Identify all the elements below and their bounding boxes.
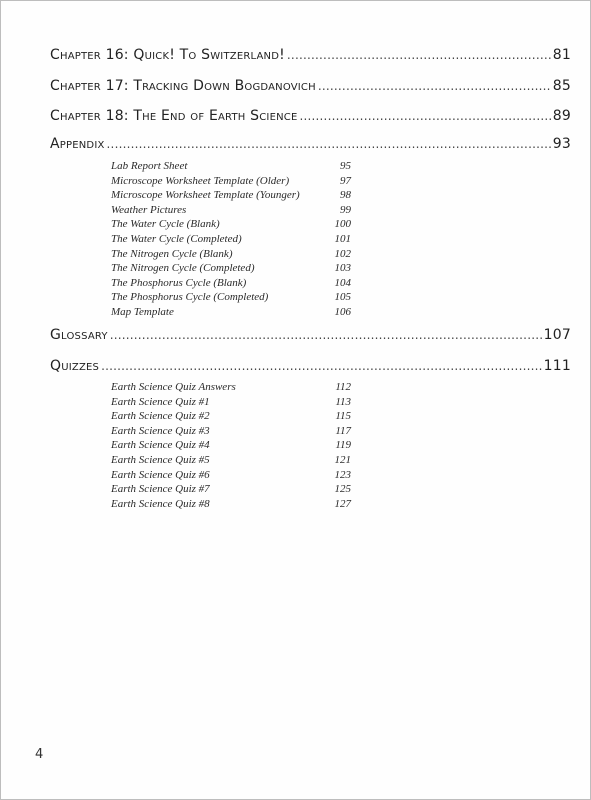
list-item (111, 453, 351, 468)
page-number: 4 (35, 747, 44, 762)
item-label: Map Template (111, 305, 174, 318)
item-label: Earth Science Quiz #7 (111, 483, 210, 496)
item-page: 112 (335, 381, 351, 393)
dot-leader (318, 79, 551, 93)
dot-leader (299, 109, 550, 123)
list-item (111, 276, 351, 291)
item-page: 104 (334, 276, 351, 289)
item-page: 103 (334, 262, 351, 275)
list-item (111, 290, 351, 305)
appendix-list (111, 159, 351, 320)
item-label: Earth Science Quiz #4 (111, 439, 210, 452)
item-page: 101 (334, 232, 351, 245)
toc-entry-appendix (50, 136, 571, 152)
dot-leader (107, 137, 551, 151)
item-label: The Phosphorus Cycle (Blank) (111, 276, 247, 289)
item-label: Earth Science Quiz Answers (111, 381, 236, 393)
toc-page-number: 89 (552, 108, 571, 124)
quiz-list (111, 380, 351, 511)
list-item (111, 497, 351, 512)
list-item (111, 232, 351, 247)
toc-title: Quizzes (50, 358, 100, 374)
dot-leader (101, 359, 542, 373)
item-page: 106 (334, 305, 351, 318)
item-page: 125 (334, 483, 351, 496)
item-label: Earth Science Quiz #2 (111, 410, 210, 423)
item-page: 99 (340, 203, 351, 216)
item-label: Earth Science Quiz #8 (111, 497, 210, 510)
toc-page-number: 81 (552, 47, 571, 63)
toc-entry-glossary (50, 327, 571, 343)
item-label: The Nitrogen Cycle (Completed) (111, 262, 255, 275)
list-item (111, 380, 351, 395)
list-item (111, 261, 351, 276)
list-item (111, 438, 351, 453)
toc-entry-chapter-17 (50, 78, 571, 94)
item-label: Lab Report Sheet (111, 160, 188, 172)
item-page: 123 (334, 468, 351, 481)
item-label: Earth Science Quiz #5 (111, 453, 210, 466)
item-page: 95 (340, 160, 351, 172)
list-item (111, 188, 351, 203)
item-label: The Nitrogen Cycle (Blank) (111, 247, 233, 260)
item-page: 121 (334, 453, 351, 466)
toc-title: Appendix (50, 136, 105, 152)
toc-page-number: 85 (552, 78, 571, 94)
list-item (111, 159, 351, 174)
list-item (111, 409, 351, 424)
item-page: 98 (340, 189, 351, 202)
item-label: Earth Science Quiz #6 (111, 468, 210, 481)
toc-entry-quizzes (50, 358, 571, 374)
item-label: Earth Science Quiz #3 (111, 424, 210, 437)
list-item (111, 424, 351, 439)
item-page: 117 (335, 424, 351, 437)
list-item (111, 395, 351, 410)
list-item (111, 247, 351, 262)
dot-leader (110, 328, 542, 342)
item-page: 119 (335, 439, 351, 452)
dot-leader (287, 48, 551, 62)
item-page: 100 (334, 218, 351, 231)
toc-title: Chapter 18: The End of Earth Science (50, 108, 298, 124)
list-item (111, 305, 351, 320)
item-label: The Water Cycle (Completed) (111, 232, 242, 245)
list-item (111, 482, 351, 497)
toc-page-number: 93 (552, 136, 571, 152)
list-item (111, 468, 351, 483)
item-label: Earth Science Quiz #1 (111, 395, 210, 408)
item-label: Microscope Worksheet Template (Younger) (111, 189, 300, 202)
toc-entry-chapter-18 (50, 108, 571, 124)
toc-title: Chapter 16: Quick! To Switzerland! (50, 47, 285, 63)
item-label: Microscope Worksheet Template (Older) (111, 174, 290, 187)
item-page: 102 (334, 247, 351, 260)
toc-title: Glossary (50, 327, 108, 343)
list-item (111, 203, 351, 218)
item-page: 113 (335, 395, 351, 408)
list-item (111, 217, 351, 232)
list-item (111, 174, 351, 189)
item-page: 105 (334, 291, 351, 304)
item-page: 97 (340, 174, 351, 187)
toc-page-number: 111 (543, 358, 571, 374)
toc-entry-chapter-16 (50, 47, 571, 63)
item-page: 127 (334, 497, 351, 510)
item-page: 115 (335, 410, 351, 423)
item-label: Weather Pictures (111, 203, 187, 216)
item-label: The Water Cycle (Blank) (111, 218, 220, 231)
toc-page-number: 107 (543, 327, 571, 343)
toc-title: Chapter 17: Tracking Down Bogdanovich (50, 78, 316, 94)
item-label: The Phosphorus Cycle (Completed) (111, 291, 269, 304)
